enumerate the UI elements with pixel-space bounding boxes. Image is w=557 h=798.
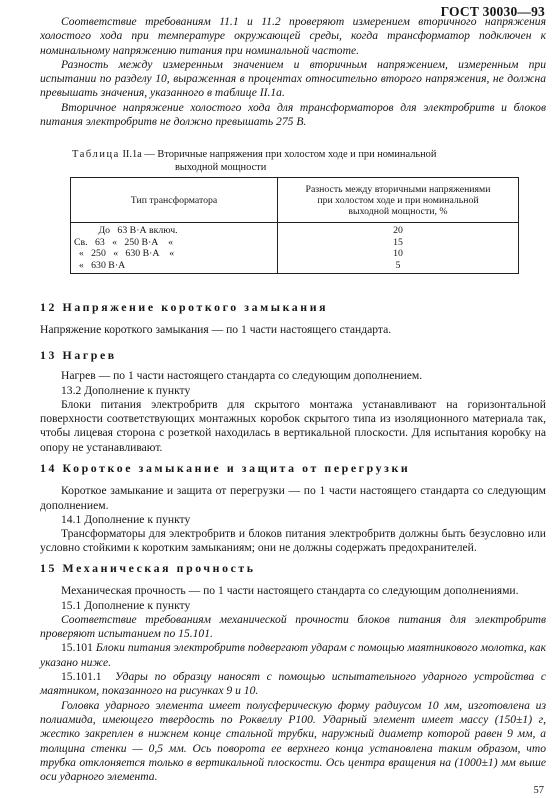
section-12-paragraph: Напряжение короткого замыкания — по 1 части настоящего стандарта. [40, 323, 392, 337]
section-15-paragraph-2: 15.1 Дополнение к пункту [61, 598, 191, 612]
section-13-paragraph-2: 13.2 Дополнение к пункту [61, 383, 191, 397]
clause-text: Блоки питания электробритв подвергают ударам с помощью маятникового молотка, как указано ниже. [40, 641, 546, 669]
section-14-paragraph-2: 14.1 Дополнение к пункту [61, 512, 191, 526]
section-14-paragraph-3: Трансформаторы для электробритв и блоков питания электробритв должны быть безусловно или условно стойкими к коротким замыканиям; они не должны содержать предохранителей. [40, 527, 546, 555]
table-row-value: 5 [395, 259, 401, 271]
table-value-column [278, 223, 519, 274]
table-caption-line-1 [72, 149, 436, 162]
table-row-value: 20 [393, 225, 403, 236]
table-header-difference: Разность между вторичными напряжениями при холостом ходе и при номинальной выходной мощности, % [278, 178, 519, 223]
table-row-value: 10 [393, 248, 403, 259]
section-13-paragraph-1: Нагрев — по 1 части настоящего стандарта со следующим дополнением. [61, 369, 423, 383]
table-row-type: « 630 В·А [74, 259, 126, 271]
intro-paragraph-1: Соответствие требованиям 11.1 и 11.2 проверяют измерением вторичного напряжения холостого хода при температуре окружающей среды, когда трансформатор подключен к номинальному напряжению питания при номинальной частоте. [40, 15, 546, 57]
section-12-heading: 12 Напряжение короткого замыкания [40, 300, 329, 314]
table-caption-text-2: выходной мощности [175, 161, 267, 173]
section-15-heading: 15 Механическая прочность [40, 561, 256, 575]
section-12 [40, 300, 546, 338]
table-caption-number: II.1а [122, 149, 142, 160]
section-14-paragraph-1: Короткое замыкание и защита от перегрузки — по 1 части настоящего стандарта со следующим дополнением. [40, 484, 546, 512]
clause-number: 15.101 [61, 641, 93, 655]
section-15 [40, 561, 546, 784]
table-header-type: Тип трансформатора [71, 178, 278, 223]
clause-number: 15.101.1 [61, 670, 102, 684]
section-14 [40, 461, 546, 556]
intro-block [40, 15, 546, 129]
intro-paragraph-3: Вторичное напряжение холостого хода для трансформаторов для электробритв и блоков питания электробритв не должно превышать 275 В. [40, 100, 546, 129]
table-row-type: До 63 В·А включ. [74, 225, 178, 236]
voltage-table [70, 177, 519, 274]
intro-paragraph-2: Разность между измеренным значением и вторичным напряжением, измеренным при испытании по разделу 10, выраженная в процентах относительно второго напряжения, не должна превышать значения, указанного в таблице II.1а. [40, 57, 546, 100]
section-13-paragraph-3: Блоки питания электробритв для скрытого монтажа устанавливают на горизонтальной поверхности соответствующих монтажных коробок скрытого типа из изоляционного материала так, чтобы лицевая сторона с розеткой находилась в вертикальной плоскости. Для испытания коробку на опору не устанавливают. [40, 397, 546, 454]
table-row-type: « 250 « 630 В·А « [74, 248, 175, 259]
table-caption [72, 149, 436, 174]
page-number: 57 [533, 785, 544, 796]
section-13 [40, 348, 546, 455]
table-row-type: Св. 63 « 250 В·А « [74, 236, 174, 248]
standard-code: ГОСТ 30030—93 [440, 4, 545, 19]
table-caption-text-1: — Вторичные напряжения при холостом ходе и при номинальной [144, 149, 437, 160]
section-15-paragraph-3: Соответствие требованиям механической прочности блоков питания для электробритв проверяют испытанием по 15.101. [40, 612, 546, 641]
section-15-paragraph-5 [40, 670, 546, 699]
clause-text: Удары по образцу наносят с помощью испытательного ударного устройства с маятником, показанного на рисунках 9 и 10. [40, 670, 546, 698]
section-15-paragraph-4 [40, 641, 546, 670]
section-13-heading: 13 Нагрев [40, 348, 117, 362]
table-row-value: 15 [393, 236, 403, 248]
table-caption-prefix: Таблица [72, 149, 120, 160]
section-15-paragraph-6: Головка ударного элемента имеет полусферическую форму радиусом 10 мм, изготовлена из полиамида, имеющего твердость по Роквеллу Р100. Ударный элемент имеет массу (150±1) г, жестко закреплен в нижнем конце стальной трубки, наружный диаметр которой равен 9 мм, а толщина стенки — 0,5 мм. Ось поворота ее верхнего конца установлена таким образом, что трубка отклоняется только в вертикальной плоскости. Ось центра вращения на (1000±1) мм выше оси ударного элемента. [40, 698, 546, 784]
table-type-column [71, 223, 278, 274]
section-14-heading: 14 Короткое замыкание и защита от перегрузки [40, 461, 411, 475]
section-15-paragraph-1: Механическая прочность — по 1 части настоящего стандарта со следующим дополнениями. [61, 584, 519, 598]
